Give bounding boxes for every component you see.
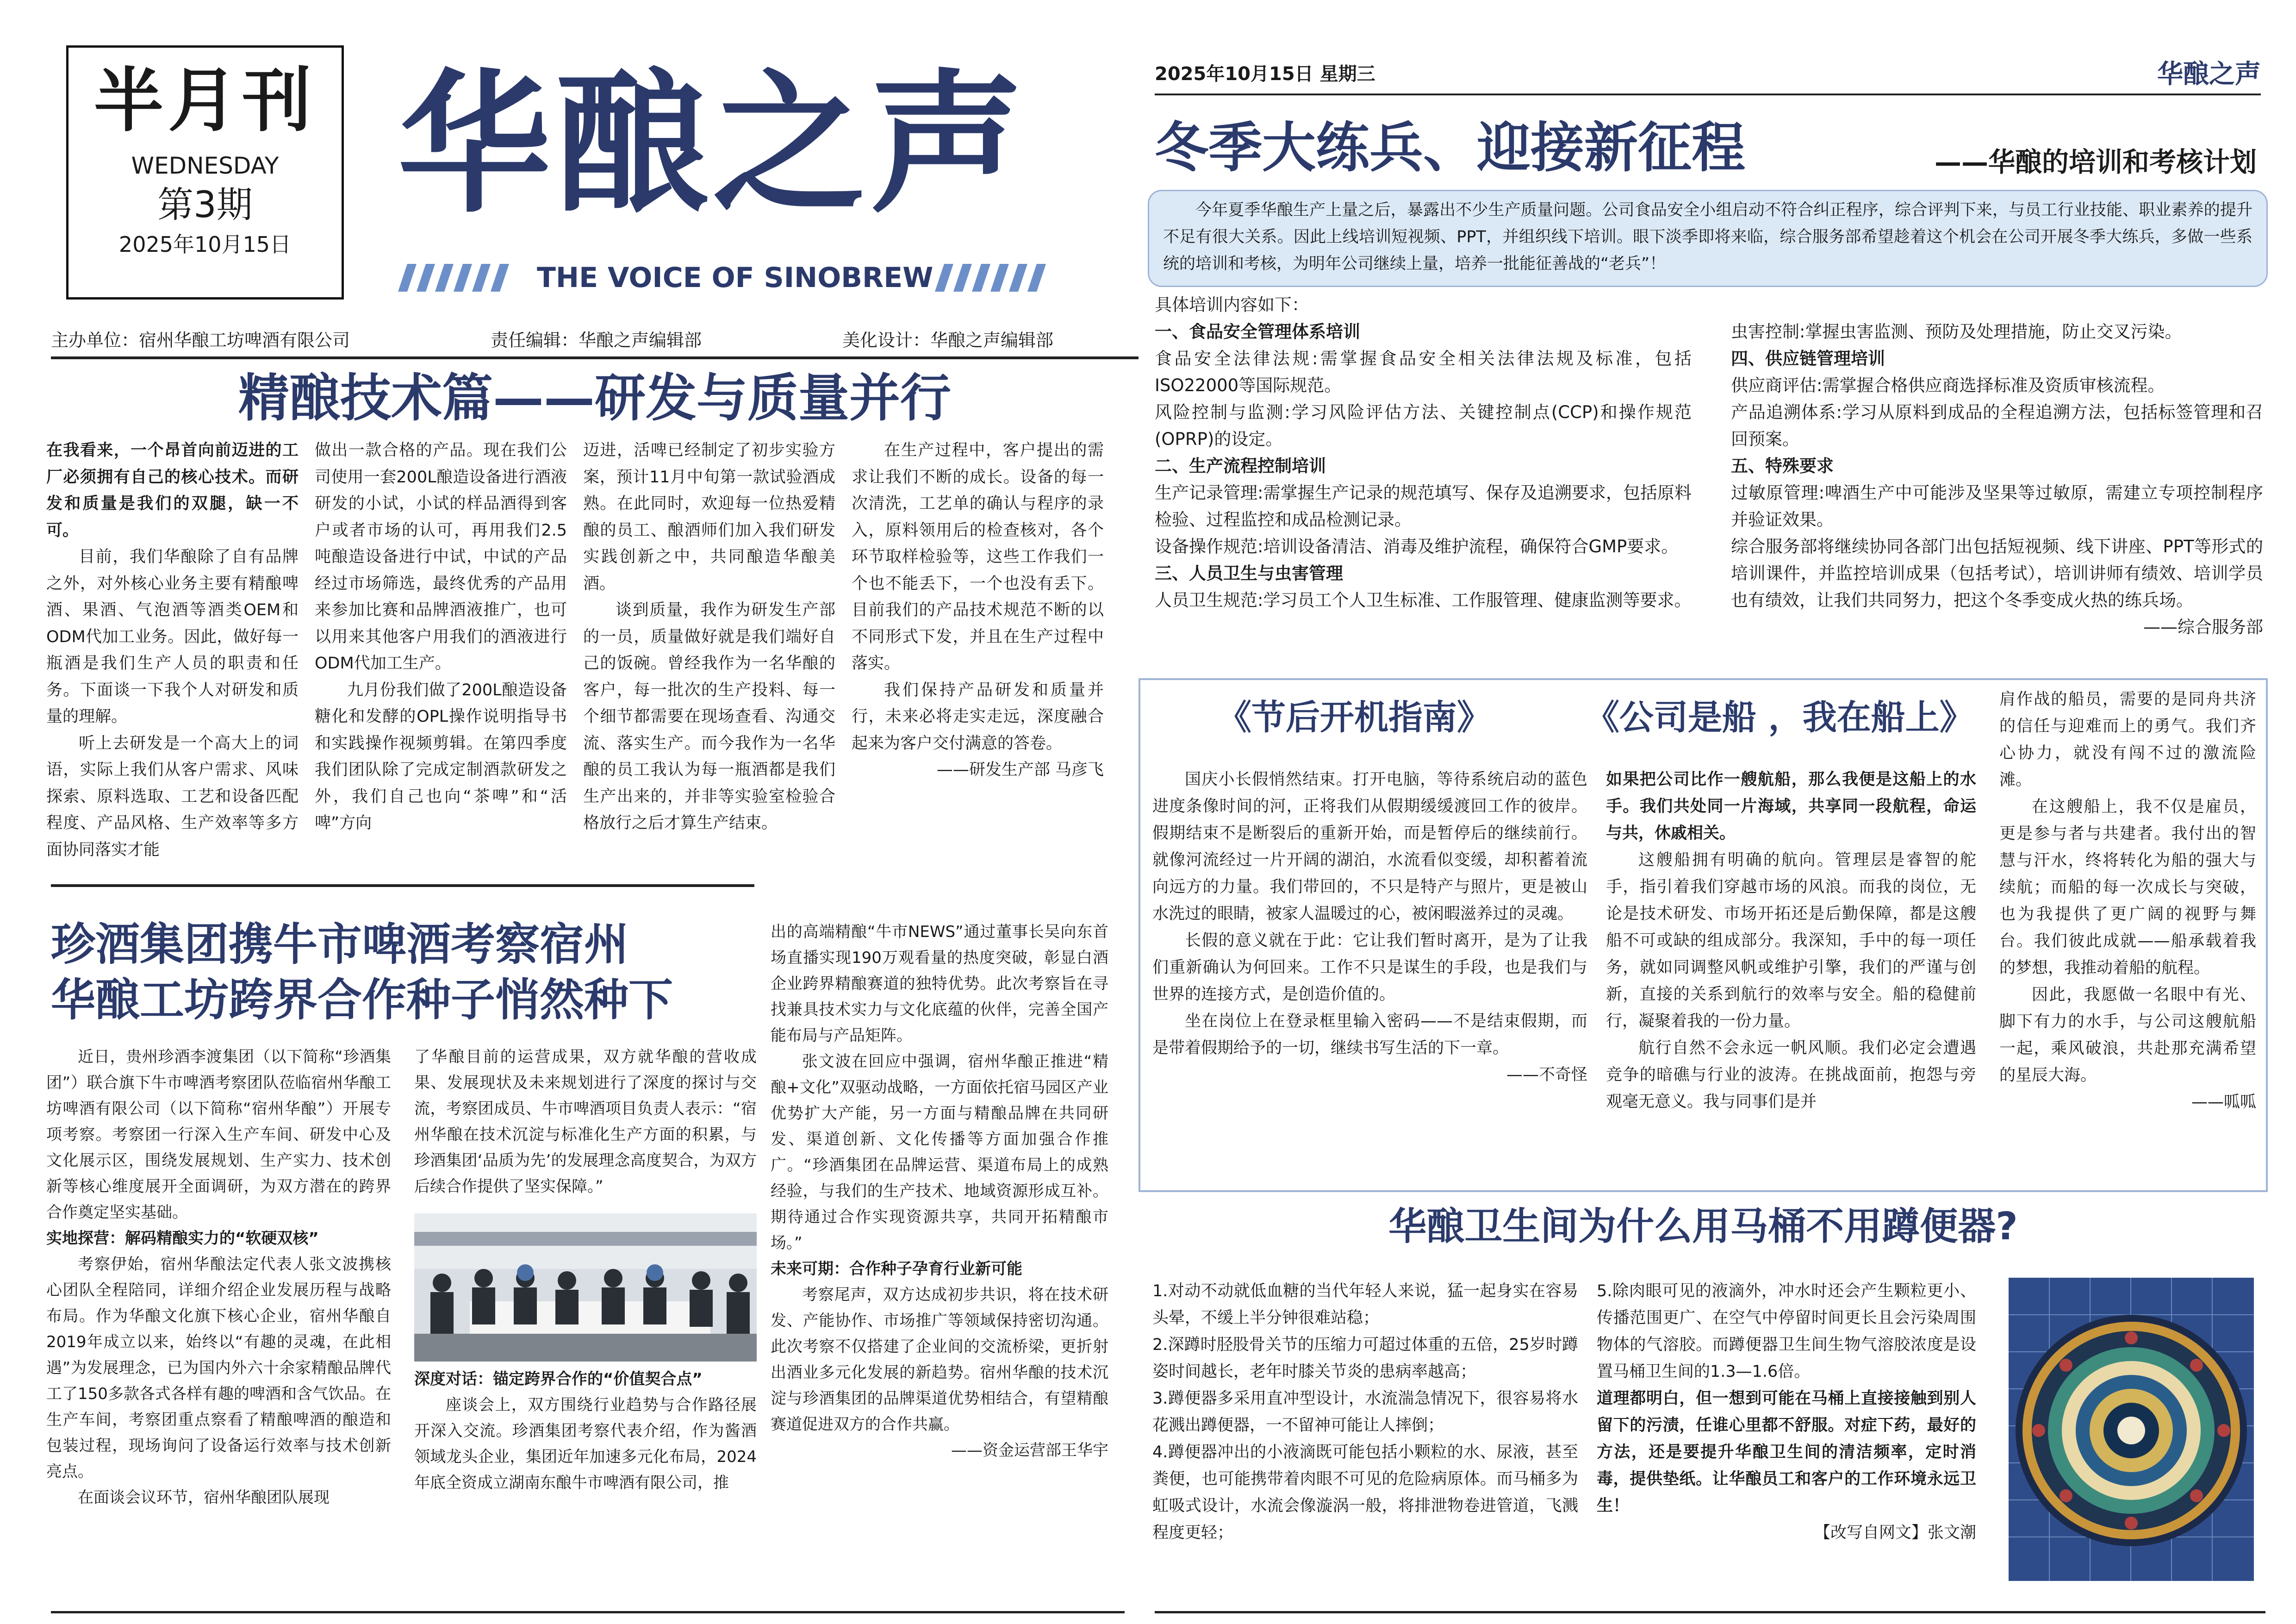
article5-sign: ——呱呱 xyxy=(2191,1093,2256,1112)
article1-col1 xyxy=(46,437,299,863)
article3-subtitle: ——华酿的培训和考核计划 xyxy=(1935,146,2257,178)
article2-col1 xyxy=(46,1044,391,1511)
article5-para: 因此，我愿做一名眼中有光、脚下有力的水手，与公司这艘航船一起，乘风破浪，共赴那充满希望的星辰大海。 xyxy=(1999,986,2256,1085)
toilet-reason: 3.蹲便器多采用直冲型设计，水流湍急情况下，很容易将水花溅出蹲便器，一不留神可能让人摔倒； xyxy=(1152,1389,1578,1435)
article5-lead: 如果把公司比作一艘航船，那么我便是这船上的水手。我们共处同一片海域，共享同一段航程，命运与共，休戚相关。 xyxy=(1606,770,1976,843)
article2-subhead3: 未来可期：合作种子孕育行业新可能 xyxy=(771,1260,1022,1278)
article1-sign: ——研发生产部 马彦飞 xyxy=(936,761,1104,779)
badge-issue: 第3期 xyxy=(157,184,253,226)
article4-para: 长假的意义就在于此：它让我们暂时离开，是为了让我们重新确认为何回来。工作不只是谋生的手段，也是我们与世界的连接方式，是创造价值的。 xyxy=(1152,931,1587,1004)
article5-title: 《公司是船 ，我在船上》 xyxy=(1585,698,1974,737)
divider xyxy=(51,884,754,887)
right-date: 2025年10月15日 星期三 xyxy=(1155,63,1375,85)
toilet-reason: 2.深蹲时胫股骨关节的压缩力可超过体重的五倍，25岁时蹲姿时间越长，老年时膝关节炎的患病率越高； xyxy=(1152,1336,1578,1381)
article6-conclusion: 道理都明白，但一想到可能在马桶上直接接触到别人留下的污渍，任谁心里都不舒服。对症下药，最好的方法，还是要提升华酿卫生间的清洁频率，定时消毒，提供垫纸。让华酿员工和客户的工作环境永远卫生！ xyxy=(1597,1389,1976,1515)
article6-col2 xyxy=(1597,1278,1976,1546)
training-item: 虫害控制:掌握虫害监测、预防及处理措施，防止交叉污染。 xyxy=(1731,322,2182,342)
article2-title-line1: 珍酒集团携牛市啤酒考察宿州 xyxy=(51,918,628,970)
article4-sign: ——不奇怪 xyxy=(1506,1066,1587,1084)
article6-sign: 【改写自网文】张文潮 xyxy=(1814,1524,1976,1542)
sponsor: 主办单位：宿州华酿工坊啤酒有限公司 xyxy=(51,330,350,350)
article1-para: 做出一款合格的产品。现在我们公司使用一套200L酿造设备进行酒液研发的小试，小试的样品酒得到客户或者市场的认可，再用我们2.5吨酿造设备进行中试，中试的产品经过市场筛选，最终优秀的产品用来参加比赛和品牌酒液推广，也可以用来其他客户用我们的酒液进行ODM代加工生产。 xyxy=(315,441,567,673)
article1-para: 目前，我们华酿除了自有品牌之外，对外核心业务主要有精酿啤酒、果酒、气泡酒等酒类OEM和ODM代加工业务。因此，做好每一瓶酒是我们生产人员的职责和任务。下面谈一下我个人对研发和质量的理解。 xyxy=(46,548,299,726)
article4-para: 坐在岗位上在登录框里输入密码——不是结束假期，而是带着假期给予的一切，继续书写生活的下一章。 xyxy=(1152,1012,1587,1057)
article2-para: 考察尾声，双方达成初步共识，将在技术研发、产能协作、市场推广等领域保持密切沟通。此次考察不仅搭建了企业间的交流桥梁，更折射出酒业多元化发展的新趋势。宿州华酿的技术沉淀与珍酒集团的品牌渠道优势相结合，有望精酿赛道促进双方的合作共赢。 xyxy=(771,1286,1108,1434)
training-item: 生产记录管理:需掌握生产记录的规范填写、保存及追溯要求，包括原料检验、过程监控和成品检测记录。 xyxy=(1155,483,1692,530)
article2-para: 考察伊始，宿州华酿法定代表人张文波携核心团队全程陪同，详细介绍企业发展历程与战略布局。作为华酿文化旗下核心企业，宿州华酿自2019年成立以来，始终以“有趣的灵魂，在此相遇”为发展理念，已为国内外六十余家精酿品牌代工了150多款各式各样有趣的啤酒和含气饮品。在生产车间，考察团重点察看了精酿啤酒的酿造和包装过程，现场询问了设备运行效率与技术创新亮点。 xyxy=(46,1255,391,1481)
toilet-reason: 1.对动不动就低血糖的当代年轻人来说，猛一起身实在容易头晕，不缓上半分钟很难站稳； xyxy=(1152,1282,1578,1327)
right-header xyxy=(1155,60,2261,93)
article5-para: 这艘船拥有明确的航向。管理层是睿智的舵手，指引着我们穿越市场的风浪。而我的岗位，无论是技术研发、市场开拓还是后勤保障，都是这艘船不可或缺的组成部分。我深知，手中的每一项任务，就如同调整风帆或维护引擎，我们的严谨与创新，直接的关系到航行的效率与安全。船的稳健前行，凝聚着我的一份力量。 xyxy=(1606,851,1976,1031)
meeting-photo-icon xyxy=(414,1213,757,1362)
article3-intro-box xyxy=(1148,190,2268,287)
article3-col1 xyxy=(1155,292,1692,614)
article5-body-right xyxy=(1999,686,2256,1116)
training-item: 供应商评估:需掌握合格供应商选择标准及资质审核流程。 xyxy=(1731,375,2165,395)
article1-col3 xyxy=(583,437,835,837)
article1-title: 精酿技术篇——研发与质量并行 xyxy=(238,369,951,428)
training-item: 产品追溯体系:学习从原料到成品的全程追溯方法，包括标签管理和召回预案。 xyxy=(1731,402,2263,449)
article6-title: 华酿卫生间为什么用马桶不用蹲便器? xyxy=(1388,1205,2018,1249)
logo-en: THE VOICE OF SINOBREW xyxy=(537,262,933,294)
article2-para: 近日，贵州珍酒李渡集团（以下简称“珍酒集团”）联合旗下牛市啤酒考察团队莅临宿州华酿工坊啤酒有限公司（以下简称“宿州华酿”）开展专项考察。考察团一行深入生产车间、研发中心及文化展示区，围绕发展规划、生产实力、技术创新等核心维度展开全面调研，为双方潜在的跨界合作奠定坚实基础。 xyxy=(46,1048,391,1222)
newspaper-logo xyxy=(398,51,1120,310)
toilet-reason: 4.蹲便器冲出的小液滴既可能包括小颗粒的水、尿液，甚至粪便，也可能携带着肉眼不可见的危险病原体。而马桶多为虹吸式设计，水流会像漩涡一般，将排泄物卷进管道，飞溅程度更轻； xyxy=(1152,1443,1578,1542)
issue-badge xyxy=(66,45,344,300)
article5-para: 航行自然不会永远一帆风顺。我们必定会遭遇竞争的暗礁与行业的波涛。在挑战面前，抱怨与旁观毫无意义。我与同事们是并 xyxy=(1606,1039,1976,1111)
article5-para: 肩作战的船员，需要的是同舟共济的信任与迎难而上的勇气。我们齐心协力，就没有闯不过的激流险滩。 xyxy=(1999,690,2256,789)
meeting-photo xyxy=(414,1213,757,1362)
mandala-image xyxy=(2009,1278,2254,1581)
training-item: 食品安全法律法规:需掌握食品安全相关法律法规及标准，包括ISO22000等国际规范。 xyxy=(1155,349,1692,395)
article1-para: 听上去研发是一个高大上的词语，实际上我们从客户需求、风味探索、原料选取、工艺和设备匹配程度、产品风格、生产效率等多方面协同落实才能 xyxy=(46,734,299,859)
article1-col2 xyxy=(315,437,567,837)
article5-para: 在这艘船上，我不仅是雇员，更是参与者与共建者。我付出的智慧与汗水，终将转化为船的强大与续航；而船的每一次成长与突破，也为我提供了更广阔的视野与舞台。我们彼此成就——船承载着我的梦想，我推动着船的航程。 xyxy=(1999,798,2256,977)
article2-col3 xyxy=(771,919,1108,1463)
article4-body xyxy=(1152,766,1587,1088)
training-item: 人员卫生规范:学习员工个人卫生标准、工作服管理、健康监测等要求。 xyxy=(1155,590,1692,610)
training-heading: 三、人员卫生与虫害管理 xyxy=(1155,563,1343,583)
article4-title: 《节后开机指南》 xyxy=(1217,698,1491,737)
divider xyxy=(1155,94,2261,95)
article1-para: 谈到质量，我作为研发生产部的一员，质量做好就是我们端好自己的饭碗。曾经我作为一名华酿的客户，每一批次的生产投料、每一个细节都需要在现场查看、沟通交流、落实生产。而今我作为一名华酿的员工我认为每一瓶酒都是我们生产出来的，并非等实验室检验合格放行之后才算生产结束。 xyxy=(583,601,835,832)
training-heading: 五、特殊要求 xyxy=(1731,456,1834,476)
divider xyxy=(51,356,1139,359)
article5-body xyxy=(1606,766,1976,1115)
toilet-reason: 5.除肉眼可见的液滴外，冲水时还会产生颗粒更小、传播范围更广、在空气中停留时间更长且会污染周围物体的气溶胶。而蹲便器卫生间生物气溶胶浓度是设置马桶卫生间的1.3—1.6倍。 xyxy=(1597,1282,1976,1381)
designer: 美化设计：华酿之声编辑部 xyxy=(842,330,1054,350)
article3-intro: 今年夏季华酿生产上量之后，暴露出不少生产质量问题。公司食品安全小组启动不符合纠正程序，综合评判下来，与员工行业技能、职业素养的提升不足有很大关系。因此上线培训短视频、PPT，并组织线下培训。眼下淡季即将来临，综合服务部希望趁着这个机会在公司开展冬季大练兵，多做一些系统的培训和考核，为明年公司继续上量，培养一批能征善战的“老兵”！ xyxy=(1163,201,2252,273)
article3-title: 冬季大练兵、迎接新征程 xyxy=(1155,117,1745,179)
training-heading: 四、供应链管理培训 xyxy=(1731,349,1885,369)
article2-subhead2: 深度对话：锚定跨界合作的“价值契合点” xyxy=(414,1370,703,1388)
article2-para: 座谈会上，双方围绕行业趋势与合作路径展开深入交流。珍酒集团考察代表介绍，作为酱酒领域龙头企业，集团近年加速多元化布局，2024年底全资成立湖南东酿牛市啤酒有限公司，推 xyxy=(414,1396,757,1492)
article1-col4 xyxy=(852,437,1104,784)
training-item: 具体培训内容如下： xyxy=(1155,295,1309,315)
badge-date: 2025年10月15日 xyxy=(118,232,292,257)
article4-para: 国庆小长假悄然结束。打开电脑，等待系统启动的蓝色进度条像时间的河，正将我们从假期缓缓渡回工作的彼岸。假期结束不是断裂后的重新开始，而是暂停后的继续前行。就像河流经过一片开阔的湖泊，水流看似变缓，却积蓄着流向远方的力量。我们带回的，不只是特产与照片，更是被山水洗过的眼睛，被家人温暖过的心，被闲暇滋养过的灵魂。 xyxy=(1152,770,1587,923)
training-heading: 一、食品安全管理体系培训 xyxy=(1155,322,1360,342)
article2-para: 了华酿目前的运营成果，双方就华酿的营收成果、发展现状及未来规划进行了深度的探讨与交流，考察团成员、牛市啤酒项目负责人表示：“宿州华酿在技术沉淀与标准化生产方面的积累，与珍酒集团‘品质为先’的发展理念高度契合，为双方后续合作提供了坚实保障。” xyxy=(414,1048,757,1196)
article2-col2 xyxy=(414,1044,757,1496)
article1-para: 我们保持产品研发和质量并行，未来必将走实走远，深度融合起来为客户交付满意的答卷。 xyxy=(852,681,1104,753)
article3-sign: ——综合服务部 xyxy=(2143,617,2263,637)
mandala-art-icon xyxy=(2009,1278,2254,1581)
article1-para: 在生产过程中，客户提出的需求让我们不断的成长。设备的每一次清洗，工艺单的确认与程序的录入，原料领用后的检查核对，各个环节取样检验等，这些工作我们一个也不能丢下，一个也没有丢下。目前我们的产品技术规范不断的以不同形式下发，并且在生产过程中落实。 xyxy=(852,441,1104,673)
article2-title xyxy=(51,917,768,1028)
logo-cn: 华酿之声 xyxy=(398,54,1027,233)
badge-title: 半月刊 xyxy=(93,61,316,141)
training-item: 综合服务部将继续协同各部门出包括短视频、线下讲座、PPT等形式的培训课件，并监控培训成果（包括考试），培训讲师有绩效、培训学员也有绩效，让我们共同努力，把这个冬季变成火热的练兵场。 xyxy=(1731,537,2263,610)
article3-col2 xyxy=(1731,319,2263,641)
article2-subhead1: 实地探营：解码精酿实力的“软硬双核” xyxy=(46,1229,319,1248)
divider xyxy=(51,1611,1125,1613)
article2-para: 出的高端精酿“牛市NEWS”通过董事长吴向东首场直播实现190万观看量的热度突破，彰显白酒企业跨界精酿赛道的独特优势。此次考察旨在寻找兼具技术实力与文化底蕴的伙伴，完善全国产能布局与产品矩阵。 xyxy=(771,923,1108,1045)
divider xyxy=(1155,1611,2265,1613)
article1-para: 九月份我们做了200L酿造设备糖化和发酵的OPL操作说明指导书和实践操作视频剪辑。在第四季度我们团队除了完成定制酒款研发之外，我们自己也向“茶啤”和“活啤”方向 xyxy=(315,681,567,832)
article2-title-line2: 华酿工坊跨界合作种子悄然种下 xyxy=(51,974,673,1026)
training-heading: 二、生产流程控制培训 xyxy=(1155,456,1326,476)
article2-para: 张文波在回应中强调，宿州华酿正推进“精酿+文化”双驱动战略，一方面依托宿马园区产业优势扩大产能，另一方面与精酿品牌在共同研发、渠道创新、文化传播等方面加强合作推广。“珍酒集团在品牌运营、渠道布局上的成熟经验，与我们的生产技术、地域资源形成互补。期待通过合作实现资源共享，共同开拓精酿市场。” xyxy=(771,1052,1108,1252)
training-item: 风险控制与监测:学习风险评估方法、关键控制点(CCP)和操作规范(OPRP)的设定。 xyxy=(1155,402,1692,449)
training-item: 设备操作规范:培训设备清洁、消毒及维护流程，确保符合GMP要求。 xyxy=(1155,537,1679,556)
article6-col1 xyxy=(1152,1278,1578,1546)
article2-sign: ——资金运营部王华宇 xyxy=(951,1441,1108,1460)
article1-para: 迈进，活啤已经制定了初步实验方案，预计11月中旬第一款试验酒成熟。在此同时，欢迎每一位热爱精酿的员工、酿酒师们加入我们研发实践创新之中，共同酿造华酿美酒。 xyxy=(583,441,835,593)
badge-weekday: WEDNESDAY xyxy=(131,152,279,179)
article2-para: 在面谈会议环节，宿州华酿团队展现 xyxy=(78,1488,330,1507)
mini-logo: 华酿之声 xyxy=(2157,59,2261,89)
sponsor-line xyxy=(51,326,1139,354)
editor: 责任编辑：华酿之声编辑部 xyxy=(491,330,702,350)
training-item: 过敏原管理:啤酒生产中可能涉及坚果等过敏原，需建立专项控制程序并验证效果。 xyxy=(1731,483,2263,530)
article1-lead: 在我看来，一个昂首向前迈进的工厂必须拥有自己的核心技术。而研发和质量是我们的双腿，缺一不可。 xyxy=(46,441,299,540)
